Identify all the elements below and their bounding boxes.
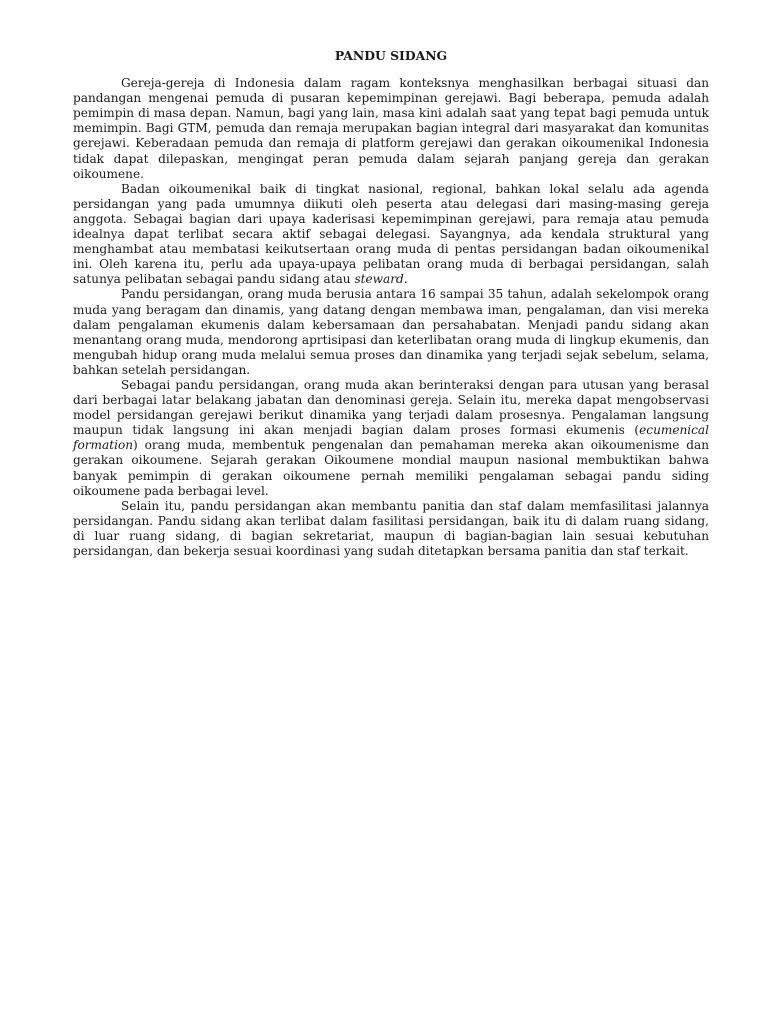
italic-term: steward [354, 272, 404, 287]
paragraph-text: Badan oikoumenikal baik di tingkat nasional, regional, bahkan lokal selalu ada agenda persidangan yang pada umumnya diikuti oleh peserta atau delegasi dari masing-masing gereja anggota. Sebagai bagian dari upaya kaderisasi kepemimpinan gerejawi, para remaja atau pemuda idealnya dapat terlibat secara aktif sebagai delegasi. Sayangnya, ada kendala struktural yang menghambat atau membatasi keikutsertaan orang muda di pentas persidangan badan oikoumenikal ini. Oleh karena itu, perlu ada upaya-upaya pelibatan orang muda di berbagai persidangan, salah satunya pelibatan sebagai pandu sidang atau [73, 181, 709, 287]
paragraph-4 [73, 378, 709, 499]
paragraph-text: Selain itu, pandu persidangan akan membantu panitia dan staf dalam memfasilitasi jalannya persidangan. Pandu sidang akan terlibat dalam fasilitasi persidangan, baik itu di dalam ruang sidang, di luar ruang sidang, di bagian sekretariat, maupun di bagian-bagian lain sesuai kebutuhan persidangan, dan bekerja sesuai koordinasi yang sudah ditetapkan bersama panitia dan staf terkait. [73, 498, 709, 558]
italic-term: ecumenical formation [73, 423, 709, 453]
paragraph-text: . [403, 272, 408, 287]
paragraph-5 [73, 499, 709, 559]
paragraph-2 [73, 182, 709, 288]
paragraph-text: ) orang muda, membentuk pengenalan dan pemahaman mereka akan oikoumenisme dan gerakan oikoumene. Sejarah gerakan Oikoumene mondial maupun nasional membuktikan bahwa banyak pemimpin di gerakan oikoumene pernah memiliki pengalaman sebagai pandu siding oikoumene pada berbagai level. [73, 438, 709, 498]
paragraph-text: Pandu persidangan, orang muda berusia antara 16 sampai 35 tahun, adalah sekelompok orang muda yang beragam dan dinamis, yang datang dengan membawa iman, pengalaman, dan visi mereka dalam pengalaman ekumenis dalam kebersamaan dan persahabatan. Menjadi pandu sidang akan menantang orang muda, mendorong aprtisipasi dan keterlibatan orang muda di lingkup ekumenis, dan mengubah hidup orang muda melalui semua proses dan dinamika yang terjadi sejak sebelum, selama, bahkan setelah persidangan. [73, 287, 709, 377]
paragraph-3 [73, 287, 709, 378]
document-title: PANDU SIDANG [334, 48, 448, 63]
document-page [73, 48, 709, 559]
paragraph-text: Sebagai pandu persidangan, orang muda akan berinteraksi dengan para utusan yang berasal dari berbagai latar belakang jabatan dan denominasi gereja. Selain itu, mereka dapat mengobservasi model persidangan gerejawi berikut dinamika yang terjadi dalam prosesnya. Pengalaman langsung maupun tidak langsung ini akan menjadi bagian dalam proses formasi ekumenis ( [73, 377, 709, 438]
paragraph-1 [73, 76, 709, 182]
paragraph-text: Gereja-gereja di Indonesia dalam ragam konteksnya menghasilkan berbagai situasi dan pandangan mengenai pemuda di pusaran kepemimpinan gerejawi. Bagi beberapa, pemuda adalah pemimpin di masa depan. Namun, bagi yang lain, masa kini adalah saat yang tepat bagi pemuda untuk memimpin. Bagi GTM, pemuda dan remaja merupakan bagian integral dari masyarakat dan komunitas gerejawi. Keberadaan pemuda dan remaja di platform gerejawi dan gerakan oikoumenikal Indonesia tidak dapat dilepaskan, mengingat peran pemuda dalam sejarah panjang gereja dan gerakan oikoumene. [73, 76, 709, 181]
document-body [73, 76, 709, 559]
